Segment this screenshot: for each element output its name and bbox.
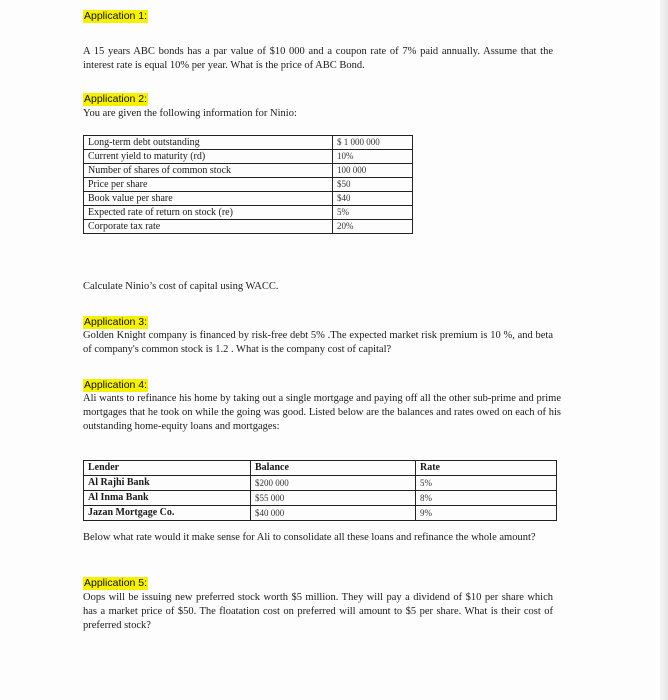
table-row <box>84 150 413 164</box>
balance-cell: $40 000 <box>251 506 416 521</box>
table-row <box>84 476 557 491</box>
row-label: Long-term debt outstanding <box>84 136 333 150</box>
app2-intro: You are given the following information for Ninio: <box>83 108 297 119</box>
table-row <box>84 136 413 150</box>
table-row <box>84 491 557 506</box>
app4-question: Below what rate would it make sense for Ali to consolidate all these loans and refinance the whole amount? <box>83 532 536 543</box>
row-label: Corporate tax rate <box>84 220 333 234</box>
header-rate: Rate <box>416 461 557 476</box>
header-balance: Balance <box>251 461 416 476</box>
row-value: 20% <box>333 220 413 234</box>
row-value: $50 <box>333 178 413 192</box>
app2-heading: Application 2: <box>84 93 148 105</box>
row-value: 5% <box>333 206 413 220</box>
header-lender: Lender <box>84 461 251 476</box>
table-row <box>84 506 557 521</box>
balance-cell: $55 000 <box>251 491 416 506</box>
lender-cell: Al Rajhi Bank <box>84 476 251 491</box>
app2-question: Calculate Ninio’s cost of capital using WACC. <box>83 281 279 292</box>
table-row <box>84 220 413 234</box>
app3-text: Golden Knight company is financed by risk-free debt 5% .The expected market risk premium is 10 %, and beta of company's common stock is 1.2 . What is the company cost of capital? <box>83 330 553 355</box>
ninio-info-table <box>83 135 413 234</box>
app5-text: Oops will be issuing new preferred stock worth $5 million. They will pay a dividend of $10 per share which has a market price of $50. The floatation cost on preferred will amount to $5 per share. What is their cost of preferred stock? <box>83 592 553 631</box>
row-value: 100 000 <box>333 164 413 178</box>
row-value: $40 <box>333 192 413 206</box>
app1-heading: Application 1: <box>84 10 148 22</box>
row-label: Current yield to maturity (rd) <box>84 150 333 164</box>
table-row <box>84 178 413 192</box>
app4-text: Ali wants to refinance his home by taking out a single mortgage and paying off all the other sub-prime and prime mortgages that he took on while the going was good. Listed below are the balances and rates owed on each of his outstanding home-equity loans and mortgages: <box>83 393 561 432</box>
rate-cell: 8% <box>416 491 557 506</box>
row-value: $ 1 000 000 <box>333 136 413 150</box>
row-label: Book value per share <box>84 192 333 206</box>
balance-cell: $200 000 <box>251 476 416 491</box>
lender-cell: Al Inma Bank <box>84 491 251 506</box>
row-label: Expected rate of return on stock (re) <box>84 206 333 220</box>
page-edge-shadow <box>660 0 668 700</box>
table-row <box>84 192 413 206</box>
lender-cell: Jazan Mortgage Co. <box>84 506 251 521</box>
app3-heading: Application 3: <box>84 316 148 328</box>
row-label: Price per share <box>84 178 333 192</box>
app5-heading: Application 5: <box>84 577 148 589</box>
loans-table <box>83 460 557 521</box>
app1-text: A 15 years ABC bonds has a par value of $10 000 and a coupon rate of 7% paid annually. Assume that the interest rate is equal 10% per year. What is the price of ABC Bond. <box>83 46 553 71</box>
app4-heading: Application 4: <box>84 379 148 391</box>
rate-cell: 5% <box>416 476 557 491</box>
row-label: Number of shares of common stock <box>84 164 333 178</box>
rate-cell: 9% <box>416 506 557 521</box>
table-row <box>84 206 413 220</box>
table-row <box>84 164 413 178</box>
table-header-row <box>84 461 557 476</box>
row-value: 10% <box>333 150 413 164</box>
